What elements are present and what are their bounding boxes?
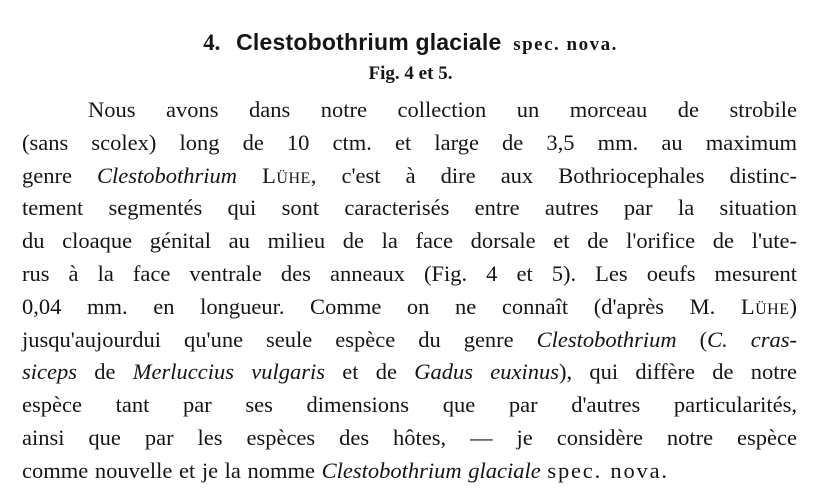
text-line (22, 423, 797, 453)
figure-reference: Fig. 4 et 5. (368, 63, 453, 84)
italic-term: Clestobothrium (536, 326, 677, 352)
text-line (22, 357, 797, 387)
italic-term: Gadus euxinus (414, 359, 560, 385)
text-segment: ) (789, 293, 797, 319)
text-line (22, 226, 797, 256)
author-name: Lühe (740, 293, 790, 319)
text-line (22, 390, 797, 420)
text-line (22, 193, 797, 223)
text-segment: rus à la face ventrale des anneaux (Fig. 4 et 5). Les oeufs mesurent (22, 261, 797, 286)
text-line (22, 292, 797, 322)
italic-term: siceps (22, 359, 77, 385)
italic-term: Clestobothrium (97, 162, 238, 188)
italic-term: Clestobothrium glaciale (321, 457, 541, 483)
text-line (22, 259, 797, 289)
species-tag: spec. nova. (513, 34, 618, 55)
italic-term: Merluccius vulgaris (132, 359, 325, 385)
text-segment: de (77, 359, 133, 385)
section-number: 4. (203, 30, 221, 55)
text-line (22, 161, 797, 191)
text-segment: (sans scolex) long de 10 ctm. et large de 3,5 mm. au maximum (22, 129, 797, 155)
text-segment: ainsi que par les espèces des hôtes, — je considère notre espèce (22, 425, 797, 450)
text-segment: 0,04 mm. en longueur. Comme on ne connaît (d'après M. (22, 293, 741, 319)
author-name: Lühe (262, 162, 311, 188)
text-line (22, 128, 797, 158)
text-segment: tement segmentés qui sont caracterisés entre autres par la situation (22, 195, 797, 221)
text-line (88, 95, 797, 125)
species-tag: spec. nova. (547, 457, 669, 483)
species-title: Clestobothrium glaciale (236, 29, 502, 55)
text-segment: jusqu'aujourdui qu'une seule espèce du genre (22, 326, 537, 352)
italic-term: C. cras- (707, 326, 797, 352)
text-segment: genre (22, 162, 98, 188)
text-segment: espèce tant par ses dimensions que par d'autres particularités, (22, 392, 797, 418)
text-segment: comme nouvelle et je la nomme (22, 457, 322, 483)
text-segment: ), qui diffère de notre (559, 359, 797, 385)
section-heading (0, 27, 821, 60)
text-line (22, 456, 797, 486)
text-segment: , c'est à dire aux Bothriocephales distinc- (310, 162, 798, 188)
text-segment: ( (676, 326, 708, 352)
text-segment: et de (325, 359, 415, 385)
text-segment: du cloaque génital au milieu de la face dorsale et de l'orifice de l'ute- (22, 228, 797, 254)
text-line (22, 325, 797, 355)
text-segment: Nous avons dans notre collection un morceau de strobile (88, 97, 797, 122)
text-segment (237, 163, 262, 188)
